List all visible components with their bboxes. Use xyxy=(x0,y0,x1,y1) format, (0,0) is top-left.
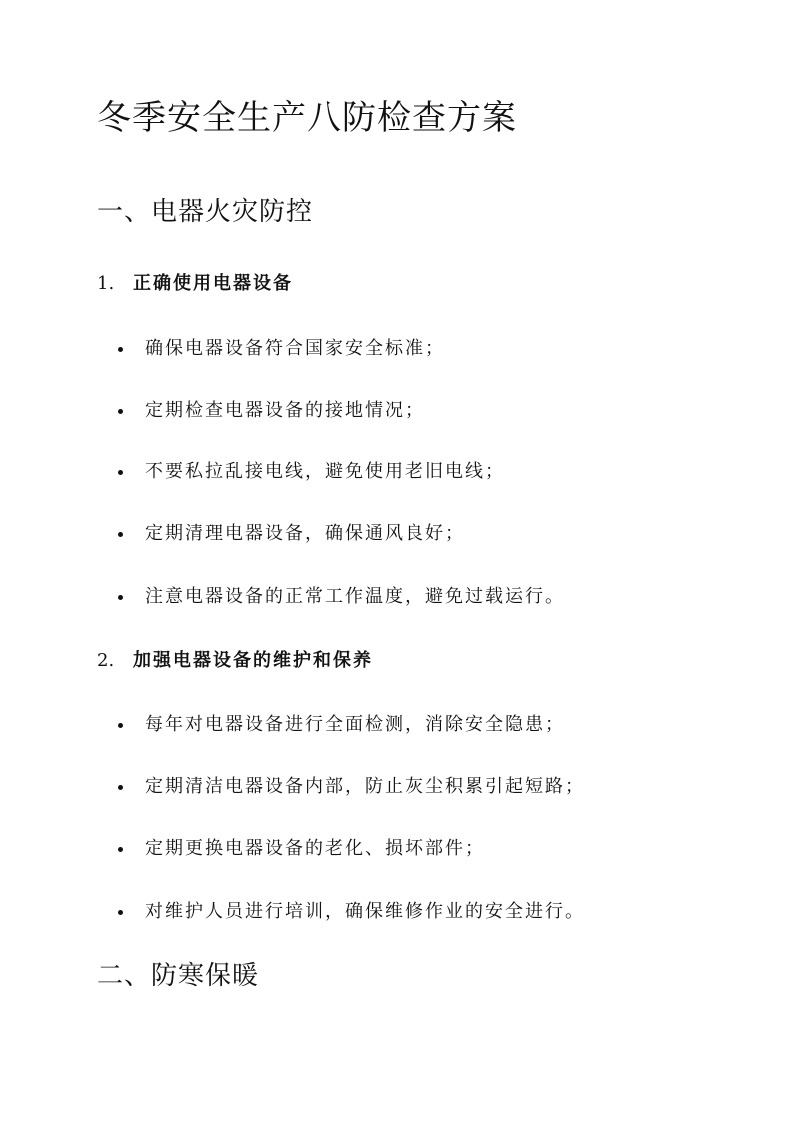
bullet-icon xyxy=(118,723,123,728)
list-item-text: 定期清洁电器设备内部，防止灰尘积累引起短路； xyxy=(145,776,585,797)
bullet-icon xyxy=(118,532,123,537)
section-heading-electrical-fire: 一、电器火灾防控 xyxy=(97,197,314,227)
bullet-icon xyxy=(118,347,123,352)
subsection-title: 正确使用电器设备 xyxy=(133,273,293,294)
bullet-icon xyxy=(118,595,123,600)
list-item-text: 注意电器设备的正常工作温度，避免过载运行。 xyxy=(145,586,565,607)
list-item-text: 定期更换电器设备的老化、损坏部件； xyxy=(145,838,485,859)
subsection-number: 2. xyxy=(97,650,115,671)
document-title: 冬季安全生产八防检查方案 xyxy=(97,98,517,138)
bullet-icon xyxy=(118,847,123,852)
subsection-title: 加强电器设备的维护和保养 xyxy=(133,650,373,671)
section-heading-cold-protection: 二、防寒保暖 xyxy=(97,961,260,991)
bullet-icon xyxy=(118,910,123,915)
subsection-heading-proper-use xyxy=(97,270,293,298)
bullet-icon xyxy=(118,409,123,414)
bullet-icon xyxy=(118,470,123,475)
list-item-text: 定期检查电器设备的接地情况； xyxy=(145,400,425,421)
list-item-text: 确保电器设备符合国家安全标准； xyxy=(145,338,445,359)
list-item-text: 对维护人员进行培训，确保维修作业的安全进行。 xyxy=(145,901,585,922)
list-item-text: 定期清理电器设备，确保通风良好； xyxy=(145,523,465,544)
subsection-heading-maintenance xyxy=(97,647,373,675)
bullet-icon xyxy=(118,785,123,790)
list-item-text: 每年对电器设备进行全面检测，消除安全隐患； xyxy=(145,714,565,735)
subsection-number: 1. xyxy=(97,273,115,294)
list-item-text: 不要私拉乱接电线，避免使用老旧电线； xyxy=(145,461,505,482)
